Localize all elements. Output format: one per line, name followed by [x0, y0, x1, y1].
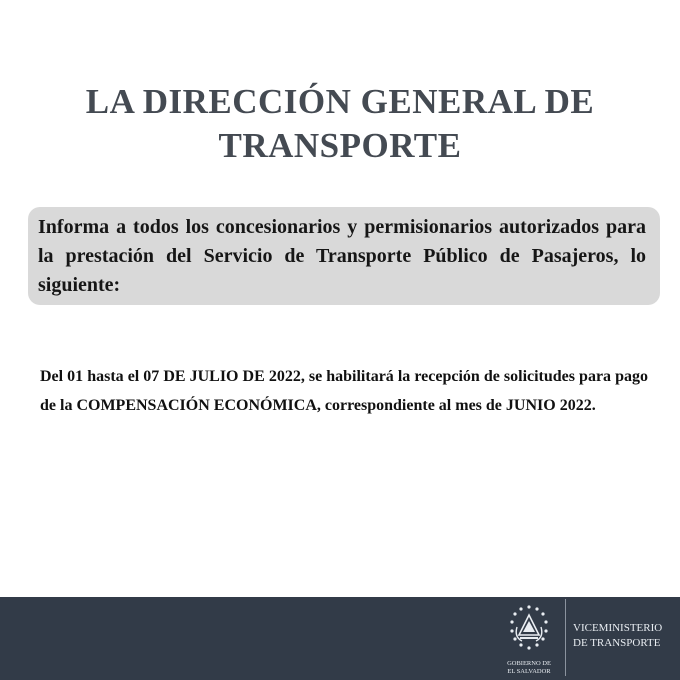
notice-text: Informa a todos los concesionarios y permisionarios autorizados para la prestación del Servicio de Transporte Público de Pasajeros, lo siguiente: — [38, 216, 646, 296]
ministry-label — [573, 621, 677, 651]
government-logo — [498, 603, 560, 677]
government-label-line-2: EL SALVADOR — [507, 668, 551, 675]
ministry-label-line-1: VICEMINISTERIO — [573, 622, 663, 634]
ministry-label-line-2: DE TRANSPORTE — [573, 637, 661, 649]
notice-box — [28, 207, 660, 305]
announcement-body: Del 01 hasta el 07 DE JULIO DE 2022, se habilitará la recepción de solicitudes para pago de la COMPENSACIÓN ECONÓMICA, correspondiente al mes de JUNIO 2022. — [40, 368, 648, 414]
page-title-line-2: TRANSPORTE — [218, 126, 462, 165]
footer-bar — [0, 597, 680, 680]
page-title — [0, 80, 680, 168]
footer-divider — [565, 599, 566, 676]
coat-of-arms-icon — [504, 603, 554, 657]
page-title-line-1: LA DIRECCIÓN GENERAL DE — [85, 82, 595, 121]
government-label — [498, 660, 560, 676]
government-label-line-1: GOBIERNO DE — [507, 660, 551, 667]
